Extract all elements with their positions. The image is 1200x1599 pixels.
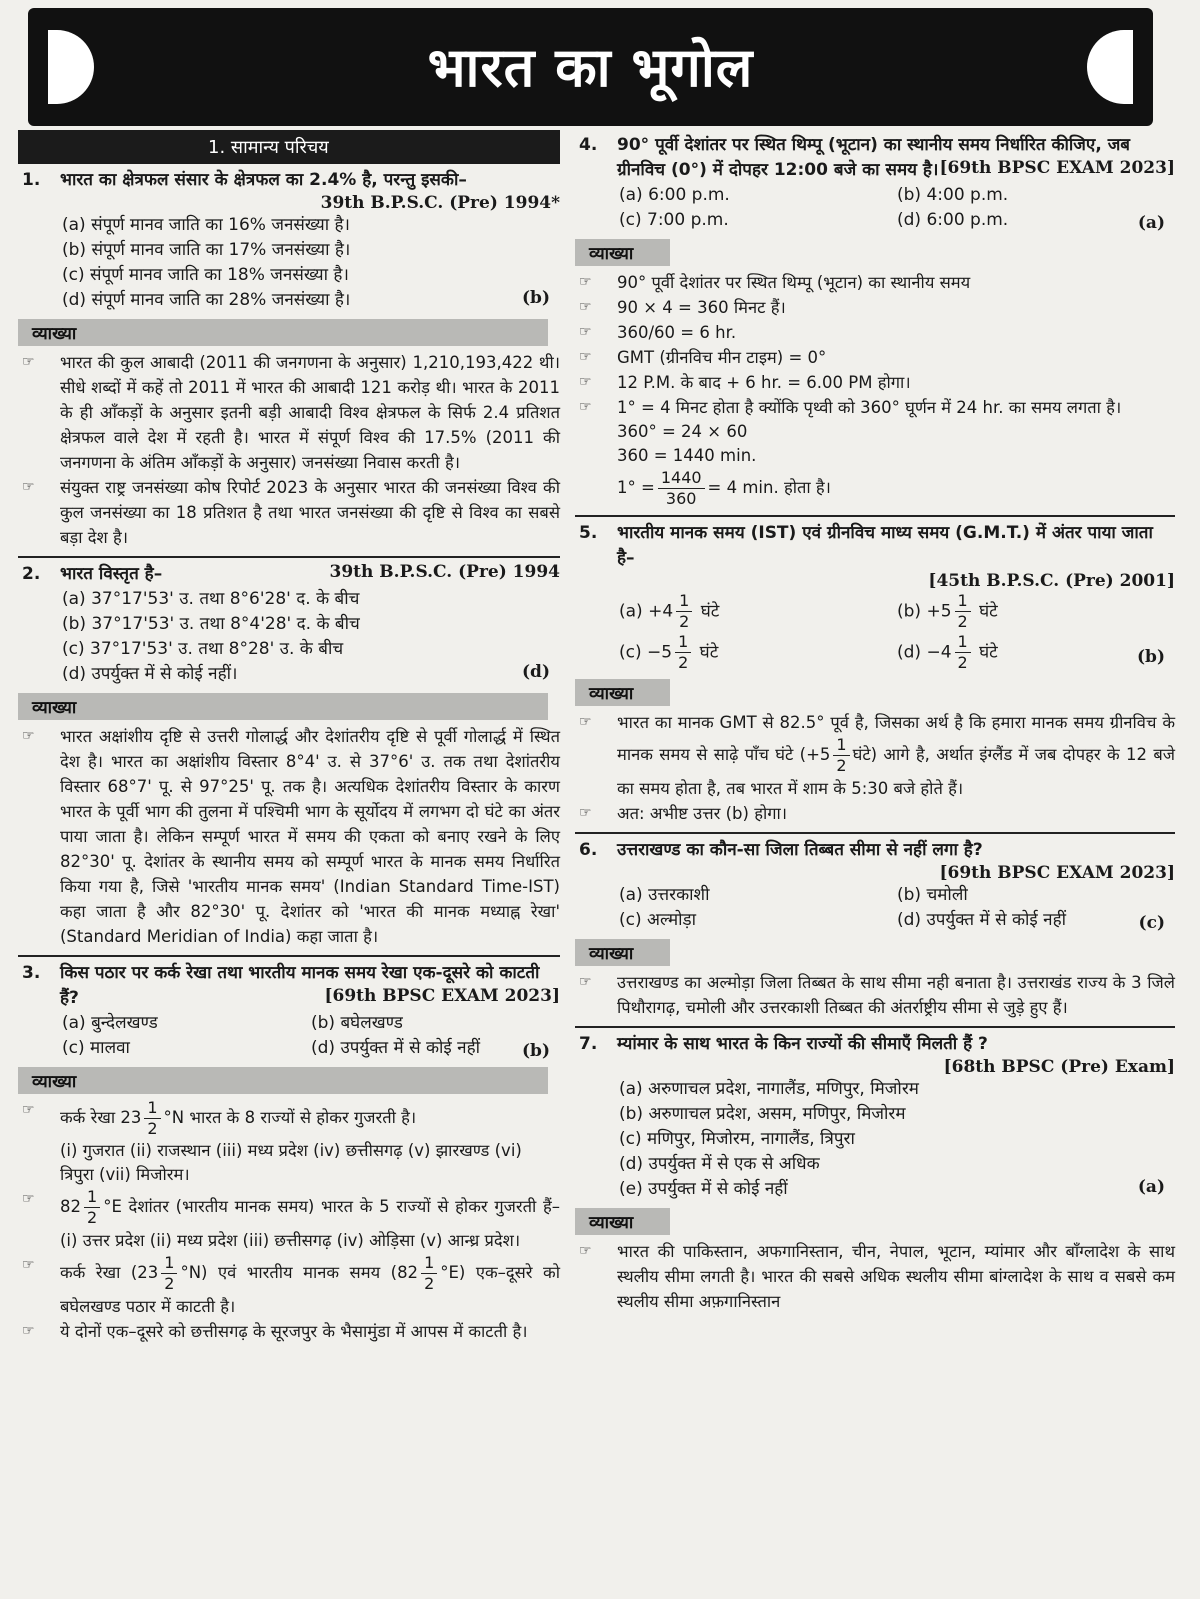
option: (c) मालवा [62,1038,130,1058]
left-column [18,130,560,1344]
option: (b) 4:00 p.m. [897,185,1009,205]
option: (b) अरुणाचल प्रदेश, असम, मणिपुर, मिजोरम [619,1104,906,1124]
fraction [955,632,971,673]
calculation: 360° = 24 × 60 [617,422,748,441]
hand-pointer-icon: ☞ [22,1323,35,1339]
fraction-numerator: 1 [675,632,691,653]
explanation-point [575,345,1175,370]
fraction-numerator: 1 [955,632,971,653]
explanation-point [575,970,1175,1020]
explanation-label: व्याख्या [575,239,670,266]
explanation-text: 12 P.M. के बाद + 6 hr. = 6.00 PM होगा। [617,373,911,392]
hand-pointer-icon: ☞ [22,1191,35,1207]
answer: (a) [1137,1177,1165,1197]
exam-source: [69th BPSC EXAM 2023] [939,863,1175,883]
question-number: 5. [579,523,598,543]
explanation-text: भारत अक्षांशीय दृष्टि से उत्तरी गोलार्द्ध और देशांतरीय दृष्टि से पूर्वी गोलार्द्ध में स्थित देश है। भारत का अक्षांशीय विस्तार 8°4' उ. से 37°6' उ. तक तथा देशांतरीय विस्तार 68°7' पू. से 97°25' पू. तक है। अत्यधिक देशांतरीय विस्तार के कारण भारत के पूर्वी भाग की तुलना में पश्चिमी भाग के सूर्योदय में लगभग दो घंटे का अंतर पाया जाता है। लेकिन सम्पूर्ण भारत में समय की एकता को बनाए रखने के लिए 82°30' पू. देशांतर के स्थानीय समय को सम्पूर्ण भारत के मानक समय निर्धारित किया गया है, जिसे 'भारतीय मानक समय' (Indian Standard Time-IST) कहा जाता है और 82°30' पू. देशांतर को 'भारत की मानक मध्याह्न रेखा' (Standard Meridian of India) कहा जाता है। [60,727,560,946]
calculation [575,468,1175,509]
options-grid [575,183,1175,233]
explanation-point [18,1187,560,1253]
explanation-text: (i) गुजरात (ii) राजस्थान (iii) मध्य प्रदेश (iv) छत्तीसगढ़ (v) झारखण्ड (vi) त्रिपुरा (vii) मिजोरम। [60,1141,522,1184]
exam-source: [69th BPSC EXAM 2023] [324,986,560,1006]
option: (a) संपूर्ण मानव जाति का 16% जनसंख्या है। [62,215,350,235]
option-text: (d) उपर्युक्त में से कोई नहीं। [62,664,238,684]
divider [575,515,1175,517]
question-text: भारतीय मानक समय (IST) एवं ग्रीनविच माध्य समय (G.M.T.) में अंतर पाया जाता है– [617,523,1153,568]
explanation-text: घंटे) आगे है, अर्थात इंग्लैंड में जब दोपहर के 12 बजे का समय होता है, तब भारत में शाम के 5:30 बजे होते हैं। [617,745,1175,798]
hand-pointer-icon: ☞ [22,1257,35,1273]
fraction-denominator: 2 [147,1119,158,1138]
section-title: 1. सामान्य परिचय [18,130,560,164]
hand-pointer-icon: ☞ [579,299,592,315]
question-2 [18,562,560,587]
explanation-label: व्याख्या [575,939,670,966]
explanation-point [575,295,1175,320]
unit: घंटे [699,642,719,663]
option [619,632,897,673]
question-4 [575,133,1175,183]
fraction-numerator: 1 [144,1098,160,1119]
unit: घंटे [979,642,998,663]
option: (b) 37°17'53' उ. तथा 8°4'28' द. के बीच [62,614,360,634]
chapter-banner [28,8,1153,126]
explanation-text: 90° पूर्वी देशांतर पर स्थित थिम्पू (भूटान) का स्थानीय समय [617,273,971,292]
question-1 [18,168,560,193]
explanation-label: व्याख्या [575,679,670,706]
explanation-label: व्याख्या [18,693,548,720]
explanation-point [575,1239,1175,1314]
explanation-text: कर्क रेखा 23 [60,1108,142,1127]
explanation-text: GMT (ग्रीनविच मीन टाइम) = 0° [617,348,827,367]
fraction-denominator: 2 [957,612,968,631]
fraction-denominator: 2 [424,1274,435,1293]
option [18,288,560,313]
fraction-denominator: 360 [665,489,697,508]
hand-pointer-icon: ☞ [22,479,35,495]
hand-pointer-icon: ☞ [579,274,592,290]
options-grid [575,883,1175,933]
fraction [658,468,705,509]
options-grid [18,1011,560,1061]
hand-pointer-icon: ☞ [579,324,592,340]
explanation-text: °N भारत के 8 राज्यों से होकर गुजरती है। [163,1108,417,1127]
unit: घंटे [979,601,998,622]
option: (c) संपूर्ण मानव जाति का 18% जनसंख्या है। [62,265,349,285]
explanation-text: 1° = 4 मिनट होता है क्योंकि पृथ्वी को 360° घूर्णन में 24 hr. का समय लगता है। [617,398,1122,417]
question-text: भारत का क्षेत्रफल संसार के क्षेत्रफल का 2.4% है, परन्तु इसकी– [60,170,467,190]
explanation-point [18,1098,560,1139]
option: (a) 6:00 p.m. [619,185,730,205]
hand-pointer-icon: ☞ [579,374,592,390]
exam-source: 39th B.P.S.C. (Pre) 1994 [329,562,560,582]
explanation-text: संयुक्त राष्ट्र जनसंख्या कोष रिपोर्ट 2023 के अनुसार भारत की जनसंख्या विश्व की कुल जनसंख्या का 18 प्रतिशत है तथा भारत जनसंख्या की दृष्टि से विश्व का सबसे बड़ा देश है। [60,478,560,547]
hand-pointer-icon: ☞ [579,1243,592,1259]
explanation-point [18,1253,560,1319]
fraction-numerator: 1 [676,591,692,612]
option: (b) संपूर्ण मानव जाति का 17% जनसंख्या है। [62,240,351,260]
explanation-text: 82 [60,1197,81,1216]
fraction-denominator: 2 [836,756,847,775]
exam-source: [68th BPSC (Pre) Exam] [943,1057,1175,1077]
question-number: 2. [22,564,41,584]
divider [18,955,560,957]
fraction [676,591,692,632]
fraction-numerator: 1 [833,735,849,756]
fraction [161,1253,177,1294]
question-7 [575,1032,1175,1057]
option: (c) 37°17'53' उ. तथा 8°28' उ. के बीच [62,639,344,659]
question-number: 7. [579,1034,598,1054]
fraction [833,735,849,776]
hand-pointer-icon: ☞ [22,354,35,370]
calc-text: = 4 min. होता है। [707,478,831,497]
option [897,632,1175,673]
divider [575,1026,1175,1028]
option [619,591,897,632]
option: (b) बघेलखण्ड [311,1013,403,1033]
explanation-point [575,370,1175,395]
fraction-numerator: 1 [955,591,971,612]
fraction-numerator: 1 [161,1253,177,1274]
option: (a) उत्तरकाशी [619,885,710,905]
fraction-denominator: 2 [87,1208,98,1227]
hand-pointer-icon: ☞ [22,1102,35,1118]
hand-pointer-icon: ☞ [22,728,35,744]
explanation-text: 90 × 4 = 360 मिनट हैं। [617,298,786,317]
explanation-point [575,710,1175,801]
chapter-title: भारत का भूगोल [427,36,754,99]
fraction-denominator: 2 [957,653,968,672]
explanation-text: उत्तराखण्ड का अल्मोड़ा जिला तिब्बत के साथ सीमा नही बनाता है। उत्तराखंड राज्य के 3 जिले पिथौरागढ़, चमोली और उत्तरकाशी तिब्बत की अंतर्राष्ट्रीय सीमा से जुड़े हुए हैं। [617,973,1175,1017]
fraction-numerator: 1440 [658,468,705,489]
option [575,1177,1175,1202]
exam-source: [45th B.P.S.C. (Pre) 2001] [928,571,1175,591]
fraction [84,1187,100,1228]
options-grid [575,591,1175,673]
option-text: (d) संपूर्ण मानव जाति का 28% जनसंख्या है। [62,290,351,310]
option-text: (b) +5 [897,601,952,622]
question-text: उत्तराखण्ड का कौन-सा जिला तिब्बत सीमा से नहीं लगा है? [617,840,983,860]
option-text: (d) उपर्युक्त में से कोई नहीं [311,1038,481,1058]
explanation-point [18,724,560,949]
answer: (a) [1137,213,1165,233]
hand-pointer-icon: ☞ [579,805,592,821]
explanation-point [18,1319,560,1344]
question-text: किस पठार पर कर्क रेखा तथा भारतीय मानक समय रेखा एक-दूसरे को काटती हैं? [60,963,540,1008]
answer: (c) [1138,913,1165,933]
question-number: 3. [22,963,41,983]
explanation-point [575,320,1175,345]
option-text: (c) −5 [619,642,673,663]
answer: (d) [522,662,550,682]
explanation-label: व्याख्या [18,1067,548,1094]
answer: (b) [522,288,550,308]
question-number: 4. [579,135,598,155]
option: (d) 6:00 p.m. [897,210,1009,230]
explanation-point [18,475,560,550]
explanation-text: भारत की कुल आबादी (2011 की जनगणना के अनुसार) 1,210,193,422 थी। सीधे शब्दों में कहें तो 2011 में भारत की आबादी 121 करोड़ थी। भारत के 2011 के ही आँकड़ों के अनुसार इतनी बड़ी आबादी विश्व क्षेत्रफल के सिर्फ 2.4 प्रतिशत क्षेत्रफल वाले देश में रहती है। भारत में संपूर्ण विश्व की 17.5% (2011 की जनगणना के अंतिम आँकड़ों के अनुसार) जनसंख्या निवास करती है। [60,353,560,472]
answer: (b) [1137,647,1165,667]
explanation-text: कर्क रेखा (23 [60,1263,159,1282]
explanation-text: भारत का मानक GMT से 82.5° पूर्व है, जिसका अर्थ है कि हमारा मानक समय ग्रीनविच के मानक समय से साढ़े पाँच घंटे (+5 [617,713,1175,764]
explanation-text: भारत की पाकिस्तान, अफगानिस्तान, चीन, नेपाल, भूटान, म्यांमार और बाँग्लादेश के साथ स्थलीय सीमा लगती है। भारत की सबसे अधिक स्थलीय सीमा बांग्लादेश के साथ व सबसे कम स्थलीय सीमा अफ़गानिस्तान [617,1242,1175,1311]
question-number: 6. [579,840,598,860]
fraction [955,591,971,632]
explanation-text: °E) एक–दूसरे को बघेलखण्ड पठार में काटती है। [60,1263,560,1316]
question-3 [18,961,560,1011]
explanation-point [575,801,1175,826]
hand-pointer-icon: ☞ [579,399,592,415]
fraction [421,1253,437,1294]
right-column [575,130,1175,1314]
option-text: (d) −4 [897,642,952,663]
question-6 [575,838,1175,863]
divider [18,556,560,558]
explanation-text: 360/60 = 6 hr. [617,323,737,342]
hand-pointer-icon: ☞ [579,349,592,365]
explanation-text: ये दोनों एक–दूसरे को छत्तीसगढ़ के सूरजपुर के भैसामुंडा में आपस में काटती है। [60,1322,528,1341]
option: (b) चमोली [897,885,968,905]
question-text: म्यांमार के साथ भारत के किन राज्यों की सीमाएँ मिलती हैं ? [617,1034,988,1054]
option [18,662,560,687]
option: (a) अरुणाचल प्रदेश, नागालैंड, मणिपुर, मिजोरम [619,1079,919,1099]
fraction [675,632,691,673]
hand-pointer-icon: ☞ [579,974,592,990]
fraction-numerator: 1 [84,1187,100,1208]
question-5 [575,521,1175,571]
option-text: (e) उपर्युक्त में से कोई नहीं [619,1179,788,1199]
unit: घंटे [700,601,720,622]
question-text: 90° पूर्वी देशांतर पर स्थित थिम्पू (भूटान) का स्थानीय समय निर्धारित कीजिए, जब ग्रीनविच (0°) में दोपहर 12:00 बजे का समय है। [617,135,1131,180]
calculation: 360 = 1440 min. [617,446,757,465]
exam-source: 39th B.P.S.C. (Pre) 1994* [320,193,560,213]
option: (c) अल्मोड़ा [619,910,697,930]
fraction-numerator: 1 [421,1253,437,1274]
fraction-denominator: 2 [679,612,690,631]
question-number: 1. [22,170,41,190]
exam-source: [69th BPSC EXAM 2023] [939,158,1175,178]
explanation-text: °N) एवं भारतीय मानक समय (82 [180,1263,419,1282]
fraction-denominator: 2 [678,653,689,672]
option-text: (a) +4 [619,601,674,622]
explanation-point [18,350,560,475]
option: (c) 7:00 p.m. [619,210,729,230]
divider [575,832,1175,834]
explanation-label: व्याख्या [18,319,548,346]
option: (a) 37°17'53' उ. तथा 8°6'28' द. के बीच [62,589,360,609]
calc-text: 1° = [617,478,655,497]
option: (c) मणिपुर, मिजोरम, नागालैंड, त्रिपुरा [619,1129,855,1149]
answer: (b) [522,1041,550,1061]
explanation-text: °E देशांतर (भारतीय मानक समय) भारत के 5 राज्यों से होकर गुजरती हैं– (i) उत्तर प्रदेश (ii) मध्य प्रदेश (iii) छत्तीसगढ़ (iv) ओड़िसा (v) आन्ध्र प्रदेश। [60,1197,560,1250]
explanation-point [575,270,1175,295]
hand-pointer-icon: ☞ [579,714,592,730]
option: (a) बुन्देलखण्ड [62,1013,158,1033]
option [897,591,1175,632]
option: (d) उपर्युक्त में से एक से अधिक [619,1154,820,1174]
fraction [144,1098,160,1139]
explanation-point [575,395,1175,420]
explanation-label: व्याख्या [575,1208,670,1235]
option: (d) उपर्युक्त में से कोई नहीं [897,910,1067,930]
question-text: भारत विस्तृत है– [60,564,163,584]
fraction-denominator: 2 [164,1274,175,1293]
explanation-text: अत: अभीष्ट उत्तर (b) होगा। [617,804,788,823]
